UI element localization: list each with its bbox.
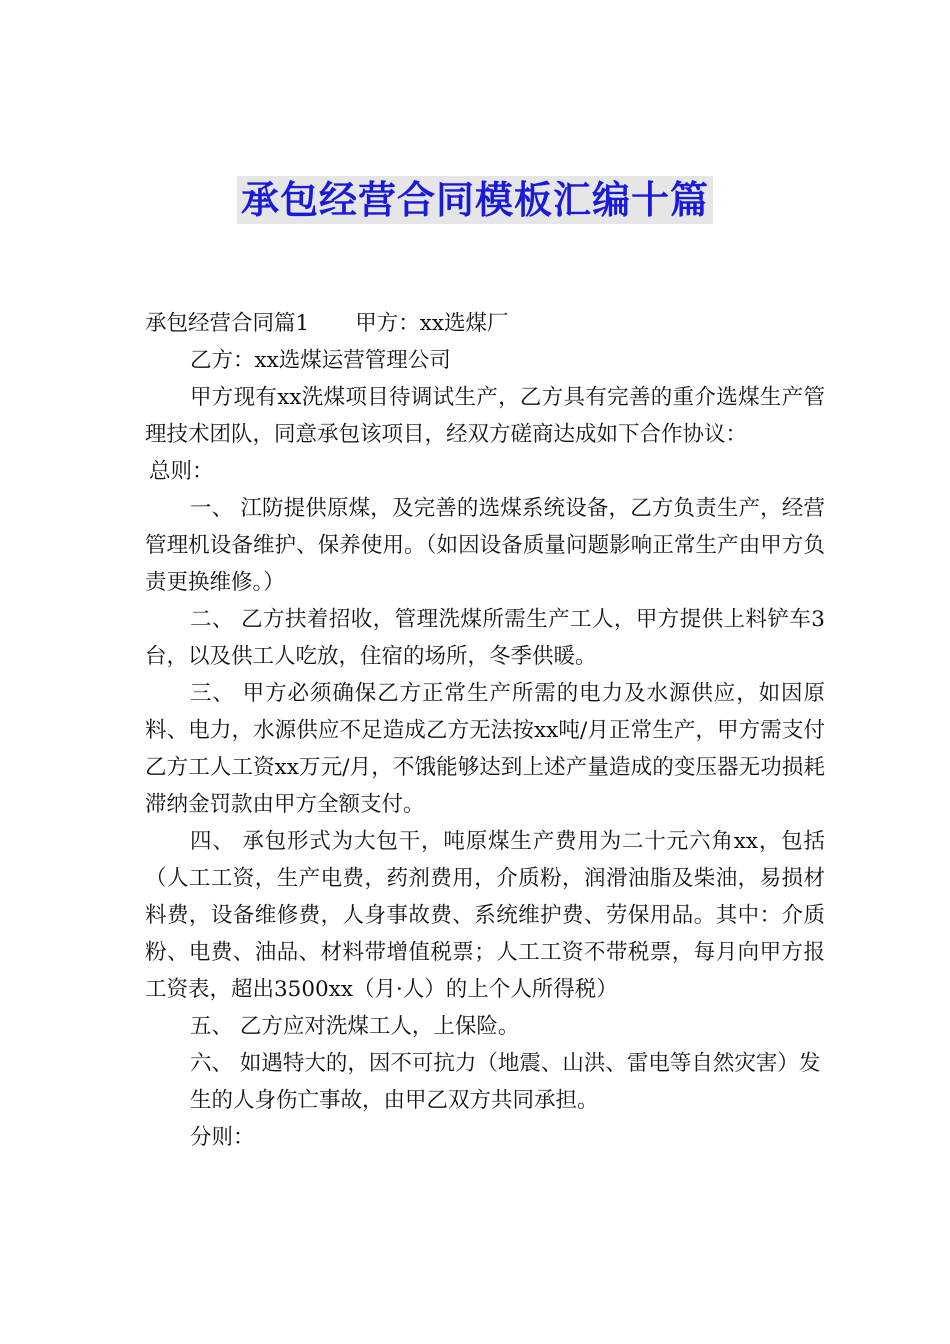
detail-heading: 分则： [190, 1125, 255, 1150]
clause-5: 五、 乙方应对洗煤工人，上保险。 [190, 1014, 520, 1039]
clause-6-continued: 生的人身伤亡事故，由甲乙双方共同承担。 [190, 1088, 599, 1113]
clause-3: 三、 甲方必须确保乙方正常生产所需的电力及水源供应，如因原料、电力，水源供应不足造成乙方无法按xx吨/月正常生产，甲方需支付乙方工人工资xx万元/月，不饿能够达到上述产量造成的变压器无功损耗滞纳金罚款由甲方全额支付。 [145, 681, 825, 817]
clause-2: 二、 乙方扶着招收，管理洗煤所需生产工人，甲方提供上料铲车3台，以及供工人吃放，住宿的场所，冬季供暖。 [145, 607, 825, 669]
clause-1: 一、 江防提供原煤，及完善的选煤系统设备，乙方负责生产，经营管理机设备维护、保养使用。（如因设备质量问题影响正常生产由甲方负责更换维修。） [145, 496, 825, 595]
document-body [145, 305, 825, 1156]
general-heading: 总则： [149, 459, 214, 484]
document-title: 承包经营合同模板汇编十篇 [237, 176, 713, 224]
clause-6: 六、 如遇特大的，因不可抗力（地震、山洪、雷电等自然灾害）发 [190, 1051, 821, 1076]
party-a: 甲方：xx选煤厂 [355, 311, 509, 336]
contract-heading-line [145, 305, 825, 342]
contract-heading: 承包经营合同篇1 [145, 311, 310, 336]
title-container [0, 176, 950, 224]
intro-paragraph: 甲方现有xx洗煤项目待调试生产，乙方具有完善的重介选煤生产管理技术团队，同意承包该项目，经双方磋商达成如下合作协议： [145, 385, 825, 447]
clause-4: 四、 承包形式为大包干，吨原煤生产费用为二十元六角xx，包括（人工工资，生产电费，药剂费用，介质粉，润滑油脂及柴油，易损材料费，设备维修费，人身事故费、系统维护费、劳保用品。其中：介质粉、电费、油品、材料带增值税票；人工工资不带税票，每月向甲方报工资表，超出3500xx（月·人）的上个人所得税） [145, 829, 825, 1002]
party-b: 乙方：xx选煤运营管理公司 [190, 348, 451, 373]
